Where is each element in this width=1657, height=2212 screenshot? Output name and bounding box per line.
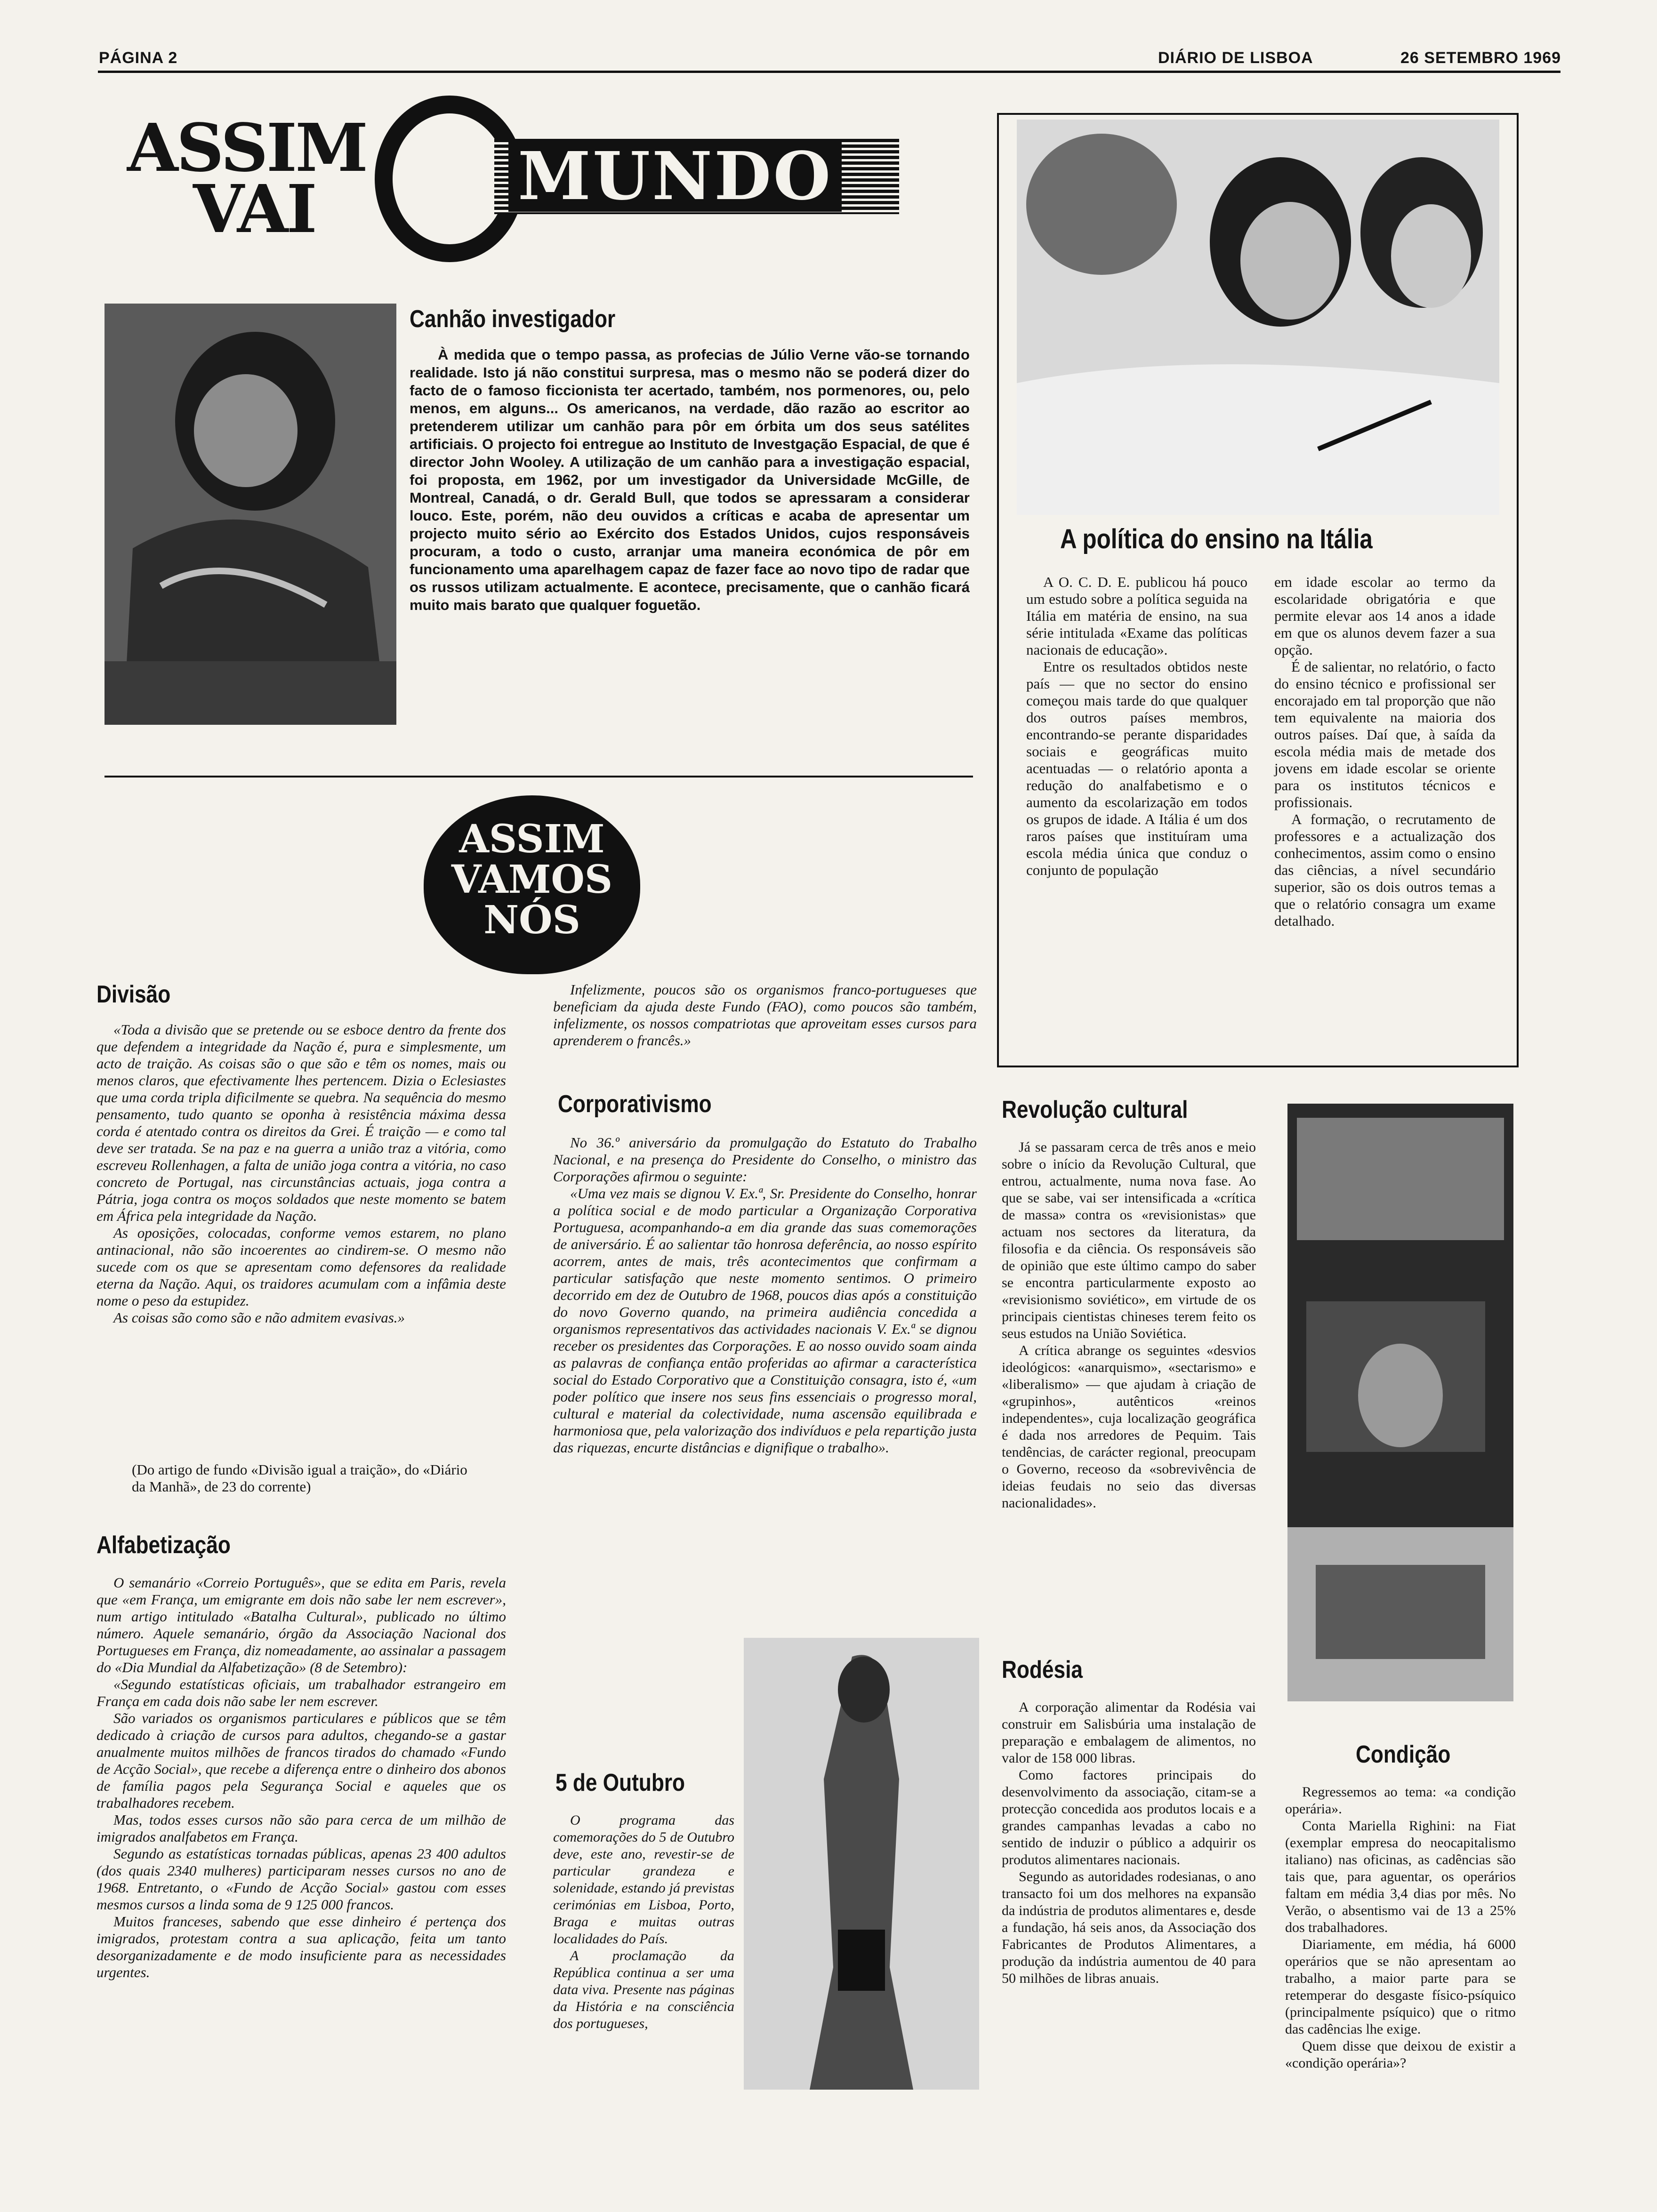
continued-paragraph: Infelizmente, poucos são os organismos franco-portugueses que beneficiam da ajuda deste Fundo (FAO), como poucos são também, infelizmente, os nossos compatriotas que aproveitam esses cursos para aprenderem o francês.» xyxy=(553,981,977,1049)
section-title-assim: ASSIM xyxy=(127,110,367,187)
rodesia-body xyxy=(1002,1699,1256,1987)
condicao-paragraph: Quem disse que deixou de existir a «condição operária»? xyxy=(1285,2038,1516,2071)
corporativismo-title: Corporativismo xyxy=(558,1090,712,1118)
revolucao-title: Revolução cultural xyxy=(1002,1096,1188,1123)
alfabetizacao-paragraph: Mas, todos esses cursos não são para cerca de um milhão de imigrados analfabetos em França. xyxy=(97,1811,506,1845)
condicao-paragraph: Conta Mariella Righini: na Fiat (exemplar empresa do neocapitalismo italiano) nas oficinas, as cadências são tais que, para aguentar, os operários faltam em média 3,4 dias por mês. No Verão, o absentismo vai de 13 a 25% dos trabalhadores. xyxy=(1285,1818,1516,1935)
rodesia-paragraph: Segundo as autoridades rodesianas, o ano transacto foi um dos melhores na expansão da indústria de produtos alimentares e, desde a fundação, há seis anos, da Associação dos Fabricantes de Produtos Alimentares, a produção da indústria aumentou de 40 para 50 milhões de libras anuais. xyxy=(1002,1869,1256,1986)
section-title-assim-vai-mundo xyxy=(108,89,899,268)
alfabetizacao-continued xyxy=(553,981,977,1049)
divisao-paragraph: As oposições, colocadas, conforme vemos estarem, no plano antinacional, não são incoerentes ao cindirem-se. O mesmo não sucede com os que se apresentam como defensores da realidade eterna da Nação. Aqui, os traidores acumulam com a infâmia deste nome o peso da estupidez. xyxy=(97,1225,506,1309)
canhao-body xyxy=(410,346,970,614)
alfabetizacao-title: Alfabetização xyxy=(97,1531,231,1559)
alfabetizacao-paragraph: Segundo as estatísticas tornadas públicas, apenas 23 400 adultos (dos quais 2340 mulheres) participaram nesses cursos no ano de 1968. Entretanto, o «Fundo de Acção Social» gastou com esses mesmos cursos a linda soma de 9 125 000 francos. xyxy=(97,1845,506,1913)
alfabetizacao-paragraph: São variados os organismos particulares e públicos que se têm dedicado à criação de cursos para adultos, chegando-se a gastar anualmente muitos milhões de francos tirados do chamado «Fundo de Acção Social», que recebe a diferença entre o dinheiro dos abonos de família pagos pela Segurança Social e aqueles que os trabalhadores recebem. xyxy=(97,1710,506,1811)
outubro-paragraph: O programa das comemorações do 5 de Outubro deve, este ano, revestir-se de particular grandeza e solenidade, estando já previstas cerimónias em Lisboa, Porto, Braga e muitas outras localidades do País. xyxy=(553,1812,734,1947)
section-title-vai: VAI xyxy=(193,171,315,248)
outubro-body xyxy=(553,1812,734,2032)
divisao-paragraph: As coisas são como são e não admitem evasivas.» xyxy=(113,1309,405,1326)
outubro-paragraph: A proclamação da República continua a ser uma data viva. Presente nas páginas da História e na consciência dos portugueses, xyxy=(553,1948,734,2031)
italia-paragraph: Entre os resultados obtidos neste país — que no sector do ensino começou mais tarde do que qualquer dos outros países membros, encontrando-se perante disparidades sociais e geográficas muito acentuadas — o relatório aponta a redução do analfabetismo e o aumento da escolarização em todos os grupos de idade. A Itália é um dos raros países que instituíram uma escola média única que conduz o conjunto de população xyxy=(1026,658,1247,878)
corporativismo-body xyxy=(553,1134,977,1456)
revolucao-body xyxy=(1002,1139,1256,1512)
italia-paragraph: A O. C. D. E. publicou há pouco um estudo sobre a política seguida na Itália em matéria de ensino, na sua série intitulada «Exame das políticas nacionais de educação». xyxy=(1026,574,1247,658)
condicao-title: Condição xyxy=(1356,1741,1451,1768)
italia-paragraph: em idade escolar ao termo da escolaridade obrigatória e que permite elevar aos 14 anos a idade em que os alunos devem fazer a sua opção. xyxy=(1274,574,1496,658)
rodesia-title: Rodésia xyxy=(1002,1656,1083,1683)
issue-date: 26 SETEMBRO 1969 xyxy=(1400,49,1561,67)
alfabetizacao-paragraph: «Segundo estatísticas oficiais, um trabalhador estrangeiro em França em cada dois não sabe ler nem escrever. xyxy=(97,1676,506,1709)
condicao-body xyxy=(1285,1784,1516,2072)
canhao-paragraph: À medida que o tempo passa, as profecias de Júlio Verne vão-se tornando realidade. Isto já não constitui surpresa, mas o mesmo não se poderá dizer do facto de o famoso ficcionista ter acertado, também, nos pormenores, ou, pelo menos, em alguns... Os americanos, na verdade, dão razão ao escritor ao pretenderem utilizar um canhão para pôr em órbita um dos seus satélites artificiais. O projecto foi entregue ao Instituto de Investgação Espacial, de que é director John Wooley. A utilização de um canhão para a investigação espacial, foi proposta, em 1962, por um investigador da Universidade McGille, de Montreal, Canadá, o dr. Gerald Bull, que todos se apressaram a considerar louco. Este, porém, não deu ouvidos a críticas e acaba de apresentar um projecto muito sério ao Exército dos Estados Unidos, cujos responsáveis procuram, a todo o custo, arranjar uma maneira económica de pôr em funcionamento uma aparelhagem capaz de fazer face ao novo tipo de radar que os russos utilizam actualmente. E acontece, precisamente, que o canhão ficará muito mais barato que qualquer foguetão. xyxy=(410,346,970,613)
canhao-title: Canhão investigador xyxy=(410,305,616,333)
divisao-paragraph: «Toda a divisão que se pretende ou se esboce dentro da frente dos que defendem a integridade da Nação é, pura e simplesmente, um acto de traição. As coisas são o que são e têm os nomes, mais ou menos claros, que efectivamente lhes pertencem. Dizia o Eclesiastes que uma corda tripla dificilmente se quebra. Na sequência do mesmo pensamento, tudo quanto se oponha à resistência máxima dessa corda é atentado contra os direitos da Grei. É traição — e como tal deve ser tratada. Se na paz e na guerra a união traz a vitória, como escreveu Rollenhagen, a falta de união joga contra a vitória, no caso concreto de Portugal, nas circunstâncias actuais, joga contra a Pátria, joga contra os moços soldados que neste momento se batem em África pela integridade da Nação. xyxy=(97,1021,506,1224)
alfabetizacao-paragraph: O semanário «Correio Português», que se edita em Paris, revela que «em França, um emigrante em dois não sabe ler nem escrever», num artigo intitulado «Batalha Cultural», publicado no último número. Aquele semanário, órgão da Associação Nacional dos Portugueses em França, diz nomeadamente, ao assinalar a passagem do «Dia Mundial da Alfabetização» (8 de Setembro): xyxy=(97,1574,506,1675)
badge-line-assim: ASSIM xyxy=(459,817,605,862)
classroom-photo xyxy=(1017,120,1499,515)
italia-col-2 xyxy=(1274,574,1496,930)
corporativismo-paragraph: No 36.º aniversário da promulgação do Estatuto do Trabalho Nacional, e na presença do Presidente do Conselho, o ministro das Corporações afirmou o seguinte: xyxy=(553,1134,977,1185)
canhao-bottom-rule xyxy=(105,776,973,777)
rodesia-paragraph: Como factores principais do desenvolvimento da associação, citam-se a protecção concedida aos produtos locais e a grandes campanhas levadas a cabo no sentido de induzir o público a adquirir os produtos alimentares nacionais. xyxy=(1002,1767,1256,1867)
divisao-title: Divisão xyxy=(97,981,171,1008)
corporativismo-paragraph: «Uma vez mais se dignou V. Ex.ª, Sr. Presidente do Conselho, honrar a política social e de modo particular a Organização Corporativa Portuguesa, acompanhando-a em dia grande das suas comemorações de aniversário. É ao salientar tão honrosa deferência, ao nosso espírito acorrem, antes de mais, três acontecimentos que confirmam a particular satisfação que neste momento sentimos. O primeiro decorrido em dez de Outubro de 1968, poucos dias após a constituição do novo Governo quando, na primeira audiência concedida a organismos representativos das actividades nacionais V. Ex.ª se dignou receber os presidentes das Corporações. E ao nosso ouvido soam ainda as palavras de confiança então proferidas ao afirmar a característica social do Estado Corporativo que a Constituição consagra, isto é, «um poder político que insere nos seus fins essenciais o progresso moral, cultural e material da colectividade, numa ascensão equilibrada e harmoniosa que, pela valorização dos indivíduos e pela repartição justa das riquezas, encurte distâncias e dignifique o trabalho». xyxy=(553,1185,977,1456)
rodesia-paragraph: A corporação alimentar da Rodésia vai construir em Salisbúria uma instalação de preparação e embalagem de alimentos, no valor de 158 000 libras. xyxy=(1002,1699,1256,1766)
badge-line-nos: NÓS xyxy=(483,898,580,943)
section-title-mundo: MUNDO xyxy=(508,141,842,212)
condicao-paragraph: Regressemos ao tema: «a condição operária». xyxy=(1285,1784,1516,1817)
astronaut-photo xyxy=(105,304,396,725)
alfabetizacao-paragraph: Muitos franceses, sabendo que esse dinheiro é pertença dos imigrados, protestam contra a sua aplicação, feita um tanto desorganizadamente e de modo insuficiente para as necessidades urgentes. xyxy=(97,1913,506,1980)
divisao-body xyxy=(97,1021,506,1326)
italia-box xyxy=(997,113,1519,1067)
page-number: PÁGINA 2 xyxy=(99,49,178,67)
italia-title: A política do ensino na Itália xyxy=(1060,524,1373,554)
italia-paragraph: A formação, o recrutamento de professores e a actualização dos conhecimentos, assim como o ensino das ciências, a nível secundário superior, são os dois outros temas a que o relatório consagra um exame detalhado. xyxy=(1274,811,1496,929)
badge-line-vamos: VAMOS xyxy=(451,857,613,902)
factory-photo xyxy=(1287,1104,1513,1701)
italia-paragraph: É de salientar, no relatório, o facto do ensino técnico e profissional ser encorajado em tal proporção que não tem equivalente na maioria dos outros países. Daí que, à saída da escola média mais de metade dos jovens em idade escolar se oriente para os institutos técnicos e profissionais. xyxy=(1274,658,1496,810)
newspaper-name: DIÁRIO DE LISBOA xyxy=(1158,49,1313,67)
revolucao-paragraph: A crítica abrange os seguintes «desvios ideológicos: «anarquismo», «sectarismo» e «liberalismo» — que ajudam à criação de «grupinhos», autênticos «reinos independentes», cuja localização geográfica é dada nos arredores de Pequim. Tais tendências, de carácter regional, preocupam o Governo, receoso da «sobrevivência de ideias feudais no seio das diversas nacionalidades». xyxy=(1002,1343,1256,1511)
statue-photo xyxy=(744,1638,979,2090)
italia-col-1 xyxy=(1026,574,1247,879)
outubro-title: 5 de Outubro xyxy=(555,1769,685,1796)
divisao-source: (Do artigo de fundo «Divisão igual a traição», do «Diário da Manhã», de 23 do corrente) xyxy=(132,1461,467,1495)
alfabetizacao-body xyxy=(97,1574,506,1981)
condicao-paragraph: Diariamente, em média, há 6000 operários que se não apresentam ao trabalho, a maior parte para se retemperar do desgaste físico-psíquico (principalmente psíquico) que o ritmo das cadências lhe exige. xyxy=(1285,1937,1516,2037)
assim-vamos-nos-badge xyxy=(424,795,640,974)
header-rule xyxy=(98,71,1560,73)
revolucao-paragraph: Já se passaram cerca de três anos e meio sobre o início da Revolução Cultural, que entrou, actualmente, numa nova fase. Ao que se sabe, vai ser intensificada a «crítica de massa» contra os «revisionistas» que actuam nos sectores da literatura, da filosofia e da ciência. Os responsáveis são de opinião que este último campo do saber se encontra particularmente exposto ao «revisionismo soviético», em virtude de os principais cientistas chineses terem feito os seus estudos na União Soviética. xyxy=(1002,1139,1256,1341)
